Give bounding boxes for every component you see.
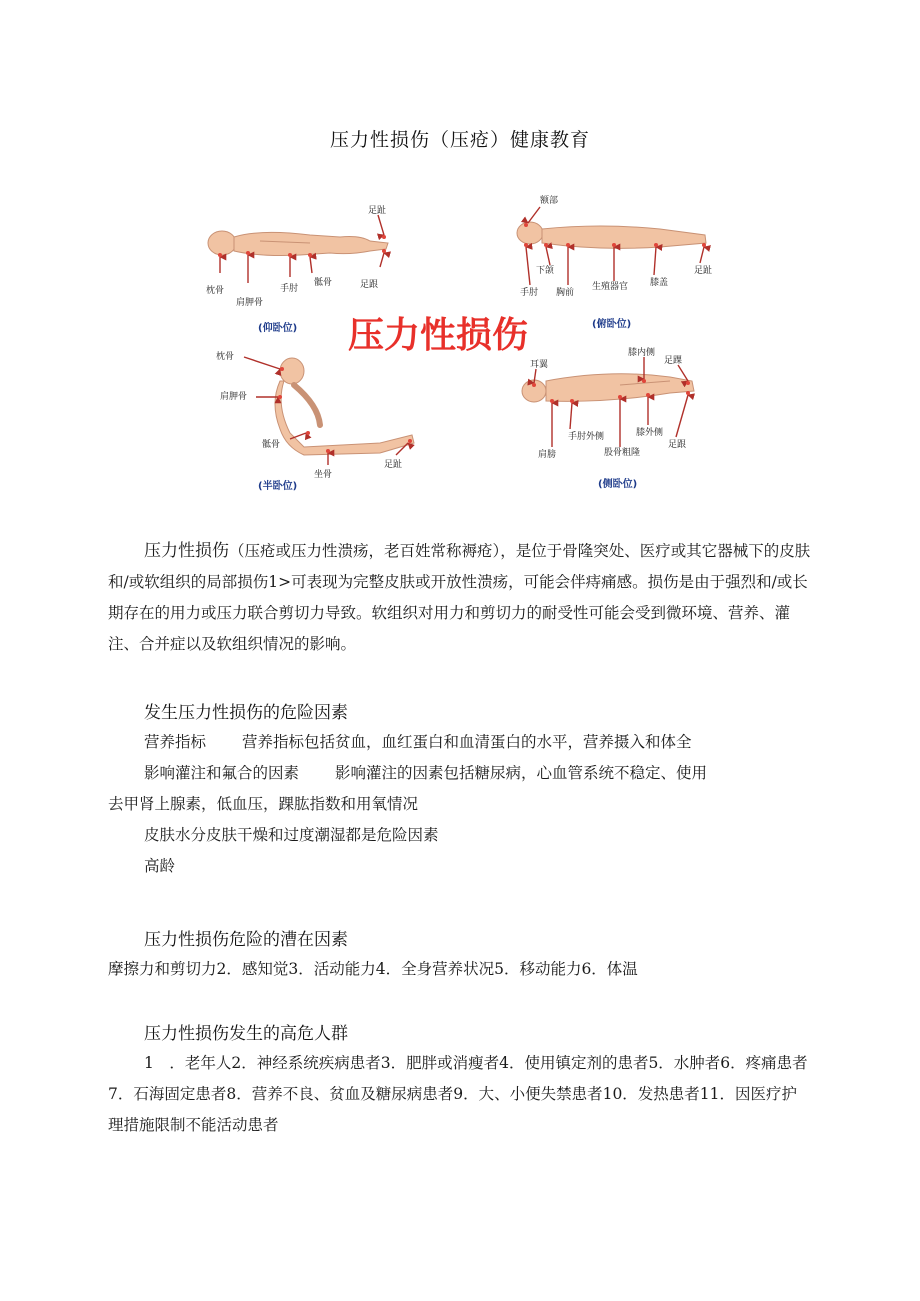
label-scapula: 肩胛骨: [236, 298, 264, 308]
latent-factors-list: 摩擦力和剪切力2．感知觉3．活动能力4．全身营养状况5．移动能力6．体温: [108, 960, 638, 978]
label-shoulder: 肩膀: [538, 450, 557, 460]
label-sacrum-semi: 骶骨: [262, 440, 281, 450]
label-forehead: 额部: [540, 196, 559, 206]
label-sacrum: 骶骨: [314, 278, 333, 288]
caption-semi: (半卧位): [258, 481, 298, 492]
high-risk-list-line2: 7．石海固定患者8．营养不良、贫血及糖尿病患者9．大、小便失禁患者10．发热患者11．因医疗护: [108, 1085, 798, 1103]
label-inner-knee: 膝内侧: [628, 348, 656, 358]
section-heading-latent-factors: 压力性损伤危险的漕在因素: [144, 930, 348, 950]
label-genitals: 生殖器官: [592, 282, 629, 292]
label-chest: 胸前: [556, 288, 575, 298]
pressure-points-illustration: [200, 185, 720, 497]
caption-side: (侧卧位): [598, 479, 638, 490]
risk-factor-text: 营养指标包括贫血，血红蛋白和血清蛋白的水平，营养摄入和体全: [242, 733, 692, 751]
risk-factor-age: 高龄: [144, 857, 176, 875]
caption-prone: (俯卧位): [592, 319, 632, 330]
label-occipital-semi: 枕骨: [216, 352, 235, 362]
label-elbow: 手肘: [280, 284, 299, 294]
label-heel: 足跟: [360, 280, 379, 290]
risk-factor-text: 影响灌注的因素包括糖尿病，心血管系统不稳定、使用: [335, 764, 708, 782]
prone-figure: [517, 194, 712, 330]
intro-text: （压疮或压力性溃疡，老百姓常称褥疮），是位于骨隆突处、医疗或其它器械下的皮肤和/或软组织的局部损伤1>可表现为完整皮肤或开放性溃疡，可能会伴痔痛感。损伤是由于强烈和/或长期存在的用力或压力联合剪切力导致。软组织对用力和剪切力的耐受性可能会受到微环境、营养、灌注、合并症以及软组织情况的影响。: [108, 542, 811, 653]
semi-reclining-figure: [216, 350, 414, 492]
high-risk-list-line1: 1 ．老年人2．神经系统疾病患者3．肥胖或消瘦者4．使用镇定剂的患者5．水肿者6．疼痛患者: [144, 1054, 808, 1072]
label-outer-elbow: 手肘外侧: [568, 432, 605, 442]
section-heading-high-risk-groups: 压力性损伤发生的高危人群: [144, 1024, 348, 1044]
label-ankle: 足踝: [664, 356, 683, 366]
banner-title: 压力性损伤: [348, 315, 529, 356]
label-ear: 耳翼: [530, 360, 549, 370]
risk-factor-nutrition: [144, 730, 692, 752]
label-chin: 下颌: [536, 266, 555, 276]
label-scapula-semi: 肩胛骨: [220, 392, 248, 402]
section-heading-risk-factors: 发生压力性损伤的危险因素: [144, 703, 348, 723]
label-trochanter: 股骨粗隆: [604, 448, 641, 458]
risk-factor-label: 影响灌注和氟合的因素: [144, 764, 300, 782]
label-ischium: 坐骨: [314, 470, 333, 480]
risk-factor-skin-moisture: 皮肤水分皮肤干燥和过度潮湿都是危险因素: [144, 826, 439, 844]
label-outer-knee: 膝外侧: [636, 428, 664, 438]
label-knee: 膝盖: [650, 278, 669, 288]
risk-factor-perfusion: [144, 761, 707, 783]
label-elbow-prone: 手肘: [520, 288, 539, 298]
risk-factor-perfusion-cont: 去甲肾上腺素，低血压，踝肱指数和用氧情况: [108, 795, 419, 813]
label-heel-side: 足跟: [668, 440, 687, 450]
label-occipital: 枕骨: [206, 286, 225, 296]
caption-supine: (仰卧位): [258, 323, 298, 334]
label-toes-prone: 足趾: [694, 266, 713, 276]
side-lying-figure: [522, 346, 694, 490]
intro-lead: 压力性损伤: [144, 541, 229, 561]
high-risk-list-line3: 理措施限制不能活动患者: [108, 1116, 279, 1134]
risk-factor-label: 营养指标: [144, 733, 207, 751]
intro-paragraph: [108, 536, 812, 660]
page-title: 压力性损伤（压疮）健康教育: [329, 129, 590, 151]
label-toes-semi: 足趾: [384, 460, 403, 470]
label-toes: 足趾: [368, 206, 387, 216]
